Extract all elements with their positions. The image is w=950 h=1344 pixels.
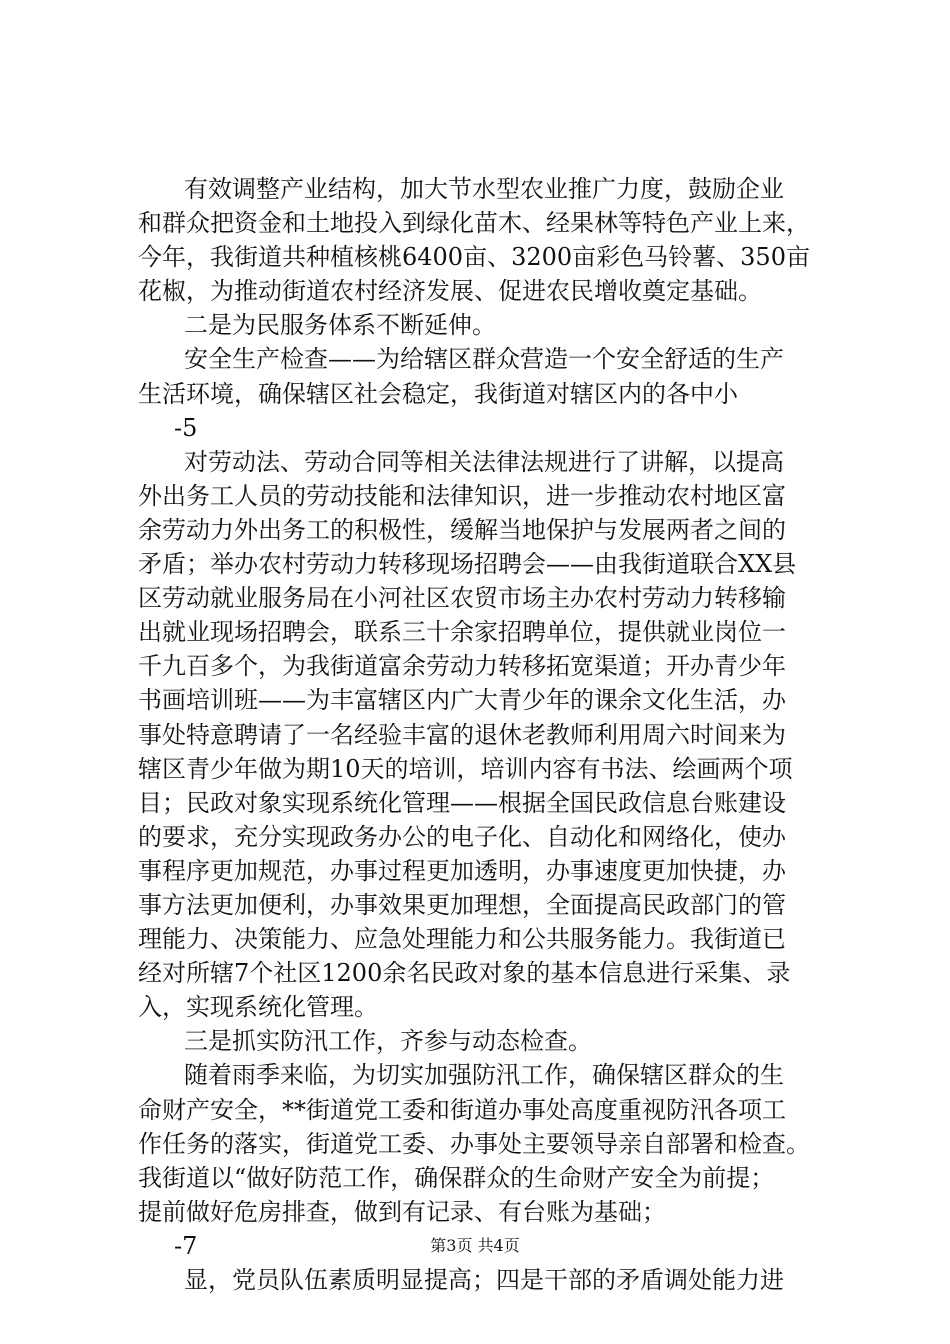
text-line: 外出务工人员的劳动技能和法律知识，进一步推动农村地区富 (138, 481, 786, 510)
paragraph (138, 1024, 838, 1058)
paragraph (138, 308, 838, 342)
text-line: 随着雨季来临，为切实加强防汛工作，确保辖区群众的生 (184, 1061, 784, 1090)
text-line: 区劳动就业服务局在小河社区农贸市场主办农村劳动力转移输 (138, 584, 786, 613)
document-body (138, 172, 838, 1297)
text-line: 事处特意聘请了一名经验丰富的退休老教师利用周六时间来为 (138, 720, 786, 749)
text-line: 理能力、决策能力、应急处理能力和公共服务能力。我街道已 (138, 925, 786, 954)
text-line: 提前做好危房排查，做到有记录、有台账为基础； (138, 1197, 666, 1226)
text-line: 矛盾；举办农村劳动力转移现场招聘会——由我街道联合XX县 (138, 550, 797, 579)
paragraph (138, 342, 838, 410)
text-line: 花椒，为推动街道农村经济发展、促进农民增收奠定基础。 (138, 277, 762, 306)
text-line: 对劳动法、劳动合同等相关法律法规进行了讲解，以提高 (184, 447, 784, 476)
text-line: 有效调整产业结构，加大节水型农业推广力度，鼓励企业 (184, 175, 784, 203)
text-line: 事方法更加便利，办事效果更加理想，全面提高民政部门的管 (138, 890, 786, 919)
text-line: 和群众把资金和土地投入到绿化苗木、经果林等特色产业上来， (138, 209, 810, 238)
text-line: 事程序更加规范，办事过程更加透明，办事速度更加快捷，办 (138, 856, 786, 885)
text-line: 经对所辖7个社区1200余名民政对象的基本信息进行采集、录 (138, 959, 791, 988)
text-line: 安全生产检查——为给辖区群众营造一个安全舒适的生产 (184, 345, 784, 374)
text-line: 余劳动力外出务工的积极性，缓解当地保护与发展两者之间的 (138, 515, 786, 544)
page-marker: -5 (174, 413, 198, 442)
text-line: 二是为民服务体系不断延伸。 (184, 311, 496, 340)
text-line: 千九百多个，为我街道富余劳动力转移拓宽渠道；开办青少年 (138, 652, 786, 681)
text-line: 作任务的落实，街道党工委、办事处主要领导亲自部署和检查。 (138, 1129, 810, 1158)
paragraph (138, 1058, 838, 1228)
text-line: 三是抓实防汛工作，齐参与动态检查。 (184, 1027, 592, 1056)
paragraph (138, 172, 838, 308)
text-line: 命财产安全，**街道党工委和街道办事处高度重视防汛各项工 (138, 1095, 786, 1124)
text-line: 今年，我街道共种植核桃6400亩、3200亩彩色马铃薯、350亩 (138, 243, 810, 272)
page-marker: -7 (174, 1231, 198, 1260)
text-line: 生活环境，确保辖区社会稳定，我街道对辖区内的各中小 (138, 379, 738, 408)
text-line: 辖区青少年做为期10天的培训，培训内容有书法、绘画两个项 (138, 754, 793, 783)
text-line: 出就业现场招聘会，联系三十余家招聘单位，提供就业岗位一 (138, 618, 786, 647)
text-line: 我街道以“做好防范工作，确保群众的生命财产安全为前提； (138, 1163, 775, 1192)
text-line: 显，党员队伍素质明显提高；四是干部的矛盾调处能力进 (184, 1266, 784, 1294)
paragraph (138, 445, 838, 1025)
text-line: 目；民政对象实现系统化管理——根据全国民政信息台账建设 (138, 788, 786, 817)
text-line: 的要求，充分实现政务办公的电子化、自动化和网络化，使办 (138, 822, 786, 851)
paragraph (138, 1263, 838, 1297)
text-line: 入，实现系统化管理。 (138, 993, 378, 1022)
text-line: 书画培训班——为丰富辖区内广大青少年的课余文化生活，办 (138, 686, 786, 715)
page-footer: 第3页 共4页 (430, 1236, 520, 1255)
